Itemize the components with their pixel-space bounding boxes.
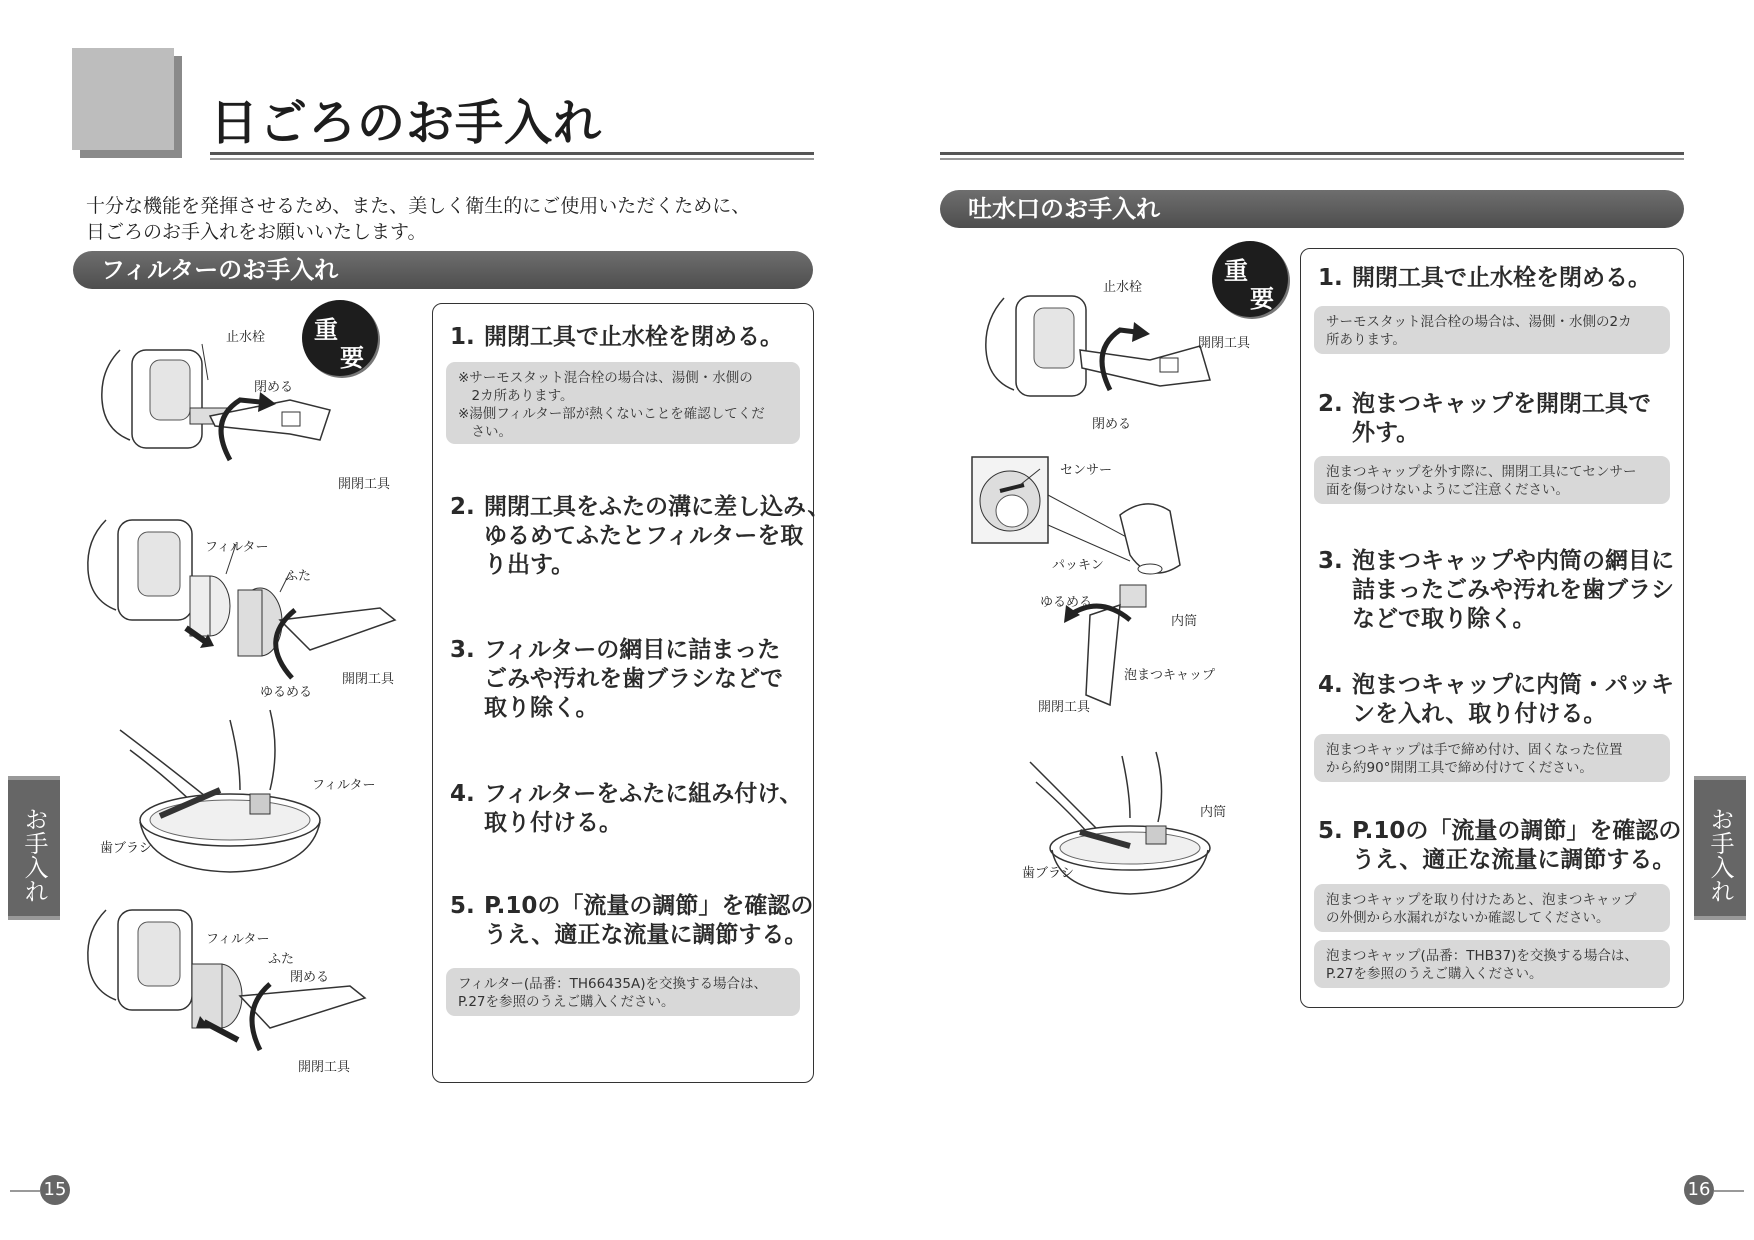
spout-step-1: 1. 開閉工具で止水栓を閉める。: [1318, 265, 1651, 291]
spout-note-4: 泡まつキャップは手で締め付け、固くなった位置 から約90°開閉工具で締め付けてください。: [1314, 734, 1670, 782]
intro-line-1: 十分な機能を発揮させるため、また、美しく衛生的にご使用いただくために、: [86, 195, 751, 217]
label-cap: ふた: [285, 569, 312, 584]
label-close-2: 閉める: [290, 970, 330, 985]
label-cap-2: ふた: [268, 952, 295, 967]
spout-note-5a: 泡まつキャップを取り付けたあと、泡まつキャップ の外側から水漏れがないか確認してください。: [1314, 884, 1670, 932]
spout-step-3: 3. 泡まつキャップや内筒の網目に 詰まったごみや汚れを歯ブラシ などで取り除く。: [1318, 548, 1674, 632]
label-tool: 開閉工具: [338, 477, 391, 492]
label-valve-r: 止水栓: [1103, 280, 1143, 295]
label-loosen: ゆるめる: [260, 685, 313, 700]
page-title: 日ごろのお手入れ: [210, 95, 603, 151]
spout-section-header: 吐水口のお手入れ: [940, 190, 1684, 228]
label-brush: 歯ブラシ: [100, 841, 153, 856]
spout-step-2: 2. 泡まつキャップを開閉工具で 外す。: [1318, 391, 1651, 446]
title-rule-right-thin: [940, 158, 1684, 160]
title-rule: [210, 152, 814, 155]
filter-step-4: 4. フィルターをふたに組み付け、 取り付ける。: [450, 781, 803, 836]
badge-char-1: 重: [1224, 257, 1248, 285]
label-tool-r: 開閉工具: [1198, 336, 1251, 351]
label-filter: フィルター: [205, 540, 269, 555]
filter-step-5: 5. P.10の「流量の調節」を確認の うえ、適正な流量に調節する。: [450, 893, 814, 948]
label-close-r: 閉める: [1092, 417, 1132, 432]
label-inner-2: 内筒: [1200, 805, 1227, 820]
label-tool-3: 開閉工具: [298, 1060, 351, 1075]
side-tab-right: お手入れ: [1694, 776, 1746, 920]
label-foam-cap: 泡まつキャップ: [1124, 668, 1216, 683]
side-tab-left: お手入れ: [8, 776, 60, 920]
label-packing: パッキン: [1052, 558, 1104, 573]
intro-line-2: 日ごろのお手入れをお願いいたします。: [86, 221, 427, 243]
title-decoration: [72, 48, 174, 150]
faucet-valve-close-figure: [90, 330, 380, 480]
spout-step-5: 5. P.10の「流量の調節」を確認の うえ、適正な流量に調節する。: [1318, 818, 1682, 873]
page-line-right: [1714, 1190, 1744, 1192]
title-rule-thin: [210, 158, 814, 160]
label-filter-3: フィルター: [206, 932, 270, 947]
label-valve: 止水栓: [226, 330, 266, 345]
brush-cleaning-figure: [120, 710, 350, 880]
page-number-left: 15: [40, 1175, 70, 1205]
cap-removal-figure: [970, 455, 1210, 725]
badge-char-2: 要: [1250, 285, 1274, 313]
filter-note-1: ※サーモスタット混合栓の場合は、湯側・水側の 2カ所あります。 ※湯側フィルター部が熱くないことを確認してくだ さい。: [446, 362, 800, 444]
label-loosen-r: ゆるめる: [1040, 595, 1093, 610]
spout-note-5b: 泡まつキャップ(品番：THB37)を交換する場合は、 P.27を参照のうえご購入ください。: [1314, 940, 1670, 988]
filter-note-5: フィルター(品番：TH66435A)を交換する場合は、 P.27を参照のうえご購入ください。: [446, 968, 800, 1016]
label-close: 閉める: [254, 380, 294, 395]
spout-step-4: 4. 泡まつキャップに内筒・パッキ ンを入れ、取り付ける。: [1318, 672, 1674, 727]
spout-note-1: サーモスタット混合栓の場合は、湯側・水側の2カ 所あります。: [1314, 306, 1670, 354]
intro-text: [86, 193, 750, 245]
label-inner: 内筒: [1171, 614, 1198, 629]
filter-step-1: 1. 開閉工具で止水栓を閉める。: [450, 324, 783, 350]
filter-install-figure: [80, 900, 380, 1060]
page-line-left: [10, 1190, 40, 1192]
spout-valve-close-figure: [980, 290, 1240, 420]
label-sensor: センサー: [1060, 463, 1113, 478]
badge-char-2: 要: [340, 344, 364, 372]
filter-section-header: フィルターのお手入れ: [73, 251, 813, 289]
label-tool-r2: 開閉工具: [1038, 700, 1091, 715]
page-number-right: 16: [1684, 1175, 1714, 1205]
title-rule-right: [940, 152, 1684, 155]
label-brush-r: 歯ブラシ: [1022, 866, 1075, 881]
label-filter-2: フィルター: [312, 778, 376, 793]
label-tool-2: 開閉工具: [342, 672, 395, 687]
filter-step-3: 3. フィルターの網目に詰まった ごみや汚れを歯ブラシなどで 取り除く。: [450, 637, 783, 721]
filter-step-2: 2. 開閉工具をふたの溝に差し込み、 ゆるめてふたとフィルターを取 り出す。: [450, 494, 831, 578]
badge-char-1: 重: [314, 316, 338, 344]
spout-note-2: 泡まつキャップを外す際に、開閉工具にてセンサー 面を傷つけないようにご注意ください。: [1314, 456, 1670, 504]
